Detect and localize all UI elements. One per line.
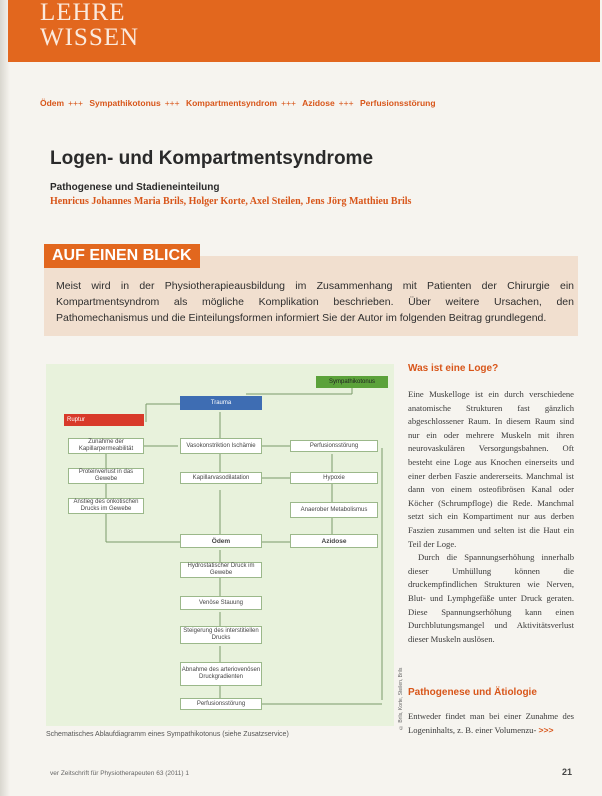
section-title [40, 0, 240, 50]
topic-separator: +++ [68, 98, 83, 108]
topic-tags [40, 98, 440, 108]
flow-box-perfusionsstoerung: Perfusionsstörung [180, 698, 262, 710]
paragraph-loge: Eine Muskelloge ist ein durch verschiedene anatomische Strukturen fast gänzlich abgeschlossener Raum. In diesem Raum sind nur ein oder mehrere Muskeln mit ihren neurovaskulären Versorgungsbahnen. Oft besteht eine Loge aus Knochen einerseits und einer derben Faszie andererseits. Manchmal ist dann von einem osteofibrösen Kanal oder Köcher (Schrumpfloge) die Rede. Manchmal setzt sich ein Kompartiment nur aus derben Faszien zusammen und selten ist die Haut ein Teil der Loge. [408, 389, 574, 549]
paragraph-pathogenese [408, 710, 574, 737]
flowchart-figure [46, 364, 394, 726]
flow-box-ruptur: Ruptur [64, 414, 144, 426]
topic-tag: Azidose [302, 98, 335, 108]
right-column-lower [408, 687, 574, 737]
section-title-line2: WISSEN [40, 24, 140, 51]
figure-caption: Schematisches Ablaufdiagramm eines Sympathikotonus (siehe Zusatzservice) [46, 731, 289, 738]
flow-box-anaerober: Anaerober Metabolismus [290, 502, 378, 518]
flow-box-proteinverlust: Proteinverlust in das Gewebe [68, 468, 144, 484]
page-number: 21 [562, 767, 573, 777]
article-subtitle: Pathogenese und Stadieneinteilung [50, 182, 220, 193]
topic-separator: +++ [281, 98, 297, 108]
flow-box-hypoxie: Hypoxie [290, 472, 378, 484]
flow-box-azidose: Azidose [290, 534, 378, 548]
topic-tag: Kompartmentsyndrom [185, 98, 278, 108]
topic-separator: +++ [338, 98, 354, 108]
continue-marker: >>> [538, 724, 554, 735]
flow-box-perfusion: Perfusionsstörung [290, 440, 378, 452]
section-heading-loge: Was ist eine Loge? [408, 363, 499, 374]
flow-box-hydrostatisch: Hydrostatischer Druck im Gewebe [180, 562, 262, 578]
article-authors: Henricus Johannes Maria Brils, Holger Korte, Axel Steilen, Jens Jörg Matthieu Brils [50, 196, 412, 207]
flow-box-oedem: Ödem [180, 534, 262, 548]
flow-box-kapillarvasodilatation: Kapillarvasodilatation [180, 472, 262, 484]
flow-box-vasokonstriktion: Vasokonstriktion Ischämie [180, 438, 262, 454]
flow-box-abnahme: Abnahme des arteriovenösen Druckgradienten [180, 662, 262, 686]
topic-separator: +++ [164, 98, 180, 108]
section-heading-pathogenese: Pathogenese und Ätiologie [408, 687, 537, 698]
at-a-glance-label: AUF EINEN BLICK [44, 244, 200, 268]
at-a-glance-text: Meist wird in der Physiotherapieausbildung im Zusammenhang mit Patienten der Chirurgie ein Kompartmentsyndrom als mögliche Komplikation beschrieben. Über weitere Ursachen, den Pathomechanismus und die Einteilungsformen informiert Sie der Autor im folgenden Beitrag grundlegend. [56, 280, 574, 324]
flow-box-trauma: Trauma [180, 396, 262, 410]
article-title: Logen- und Kompartmentsyndrome [50, 148, 374, 169]
right-column [408, 363, 574, 646]
topic-tag: Perfusionsstörung [359, 98, 436, 108]
paragraph-pathogenese-text: Entweder findet man bei einer Zunahme des Logeninhalts, z. B. einer Volumenzu- [408, 711, 574, 735]
topic-tag: Sympathikotonus [89, 98, 161, 108]
flow-box-venoese: Venöse Stauung [180, 596, 262, 610]
flow-box-interstitiell: Steigerung des interstitiellen Drucks [180, 626, 262, 644]
page-edge-shadow [0, 0, 10, 796]
figure-credit: © Brils, Korte, Steilen, Brils [398, 667, 404, 730]
flow-box-zunahme: Zunahme der Kapillarpermeabilität [68, 438, 144, 454]
flow-box-onkotisch: Anstieg des onkotischen Drucks im Gewebe [68, 498, 144, 514]
topic-tag: Ödem [40, 98, 65, 108]
journal-footer: ver Zeitschrift für Physiotherapeuten 63 (2011) 1 [50, 770, 189, 777]
flow-box-sympathikotonus: Sympathikotonus [316, 376, 388, 388]
paragraph-spannung: Durch die Spannungserhöhung innerhalb dieser Umhüllung können die druckempfindlichen Strukturen wie Nerven, Blut- und Lymphgefäße unter Druck geraten. Diese Spannungserhöhung kann einen Durchblutungsmangel und Aktivitätsverlust dieser Muskeln auslösen. [408, 552, 574, 644]
section-title-line1: LEHRE [40, 0, 126, 26]
